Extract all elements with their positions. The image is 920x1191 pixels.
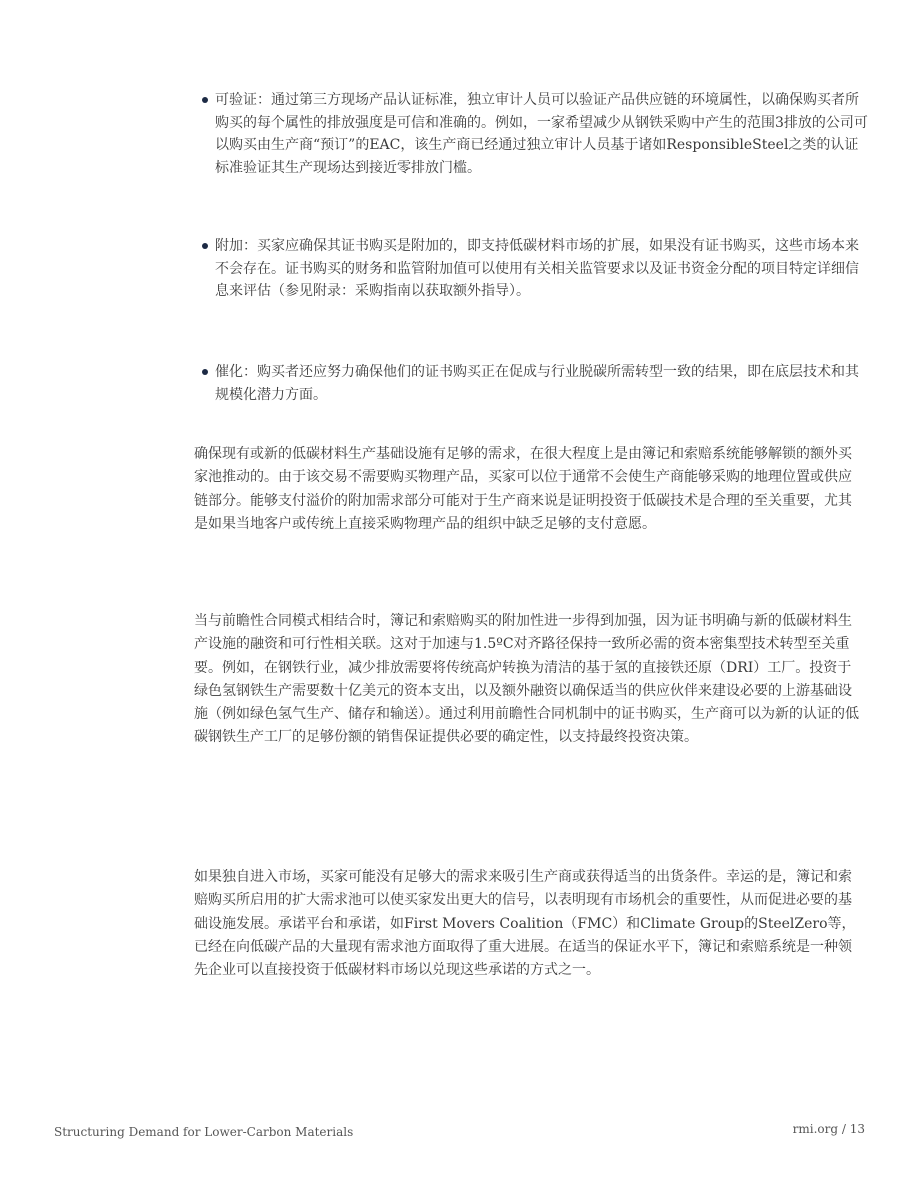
footer-report-title: Structuring Demand for Lower-Carbon Materials [54,1125,354,1139]
bullet-catalytic [200,361,868,406]
paragraph-market-signal: 如果独自进入市场，买家可能没有足够大的需求来吸引生产商或获得适当的出货条件。幸运的是，簿记和索赔购买所启用的扩大需求池可以使买家发出更大的信号，以表明现有市场机会的重要性，从而促进必要的基础设施发展。承诺平台和承诺，如First Movers Coalition（FMC）和Climate Group的SteelZero等，已经在向低碳产品的大量现有需求池方面取得了重大进展。在适当的保证水平下，簿记和索赔系统是一种领先企业可以直接投资于低碳材料市场以兑现这些承诺的方式之一。 [194,869,856,979]
bullet-text: 催化：购买者还应努力确保他们的证书购买正在促成与行业脱碳所需转型一致的结果，即在底层技术和其规模化潜力方面。 [215,364,859,403]
paragraph-forward-contract: 当与前瞻性合同模式相结合时，簿记和索赔购买的附加性进一步得到加强，因为证书明确与新的低碳材料生产设施的融资和可行性相关联。这对于加速与1.5ºC对齐路径保持一致所必需的资本密集型技术转型至关重要。例如，在钢铁行业，减少排放需要将传统高炉转换为清洁的基于氢的直接铁还原（DRI）工厂。投资于绿色氢钢铁生产需要数十亿美元的资本支出，以及额外融资以确保适当的供应伙伴来建设必要的上游基础设施（例如绿色氢气生产、储存和输送）。通过利用前瞻性合同机制中的证书购买，生产商可以为新的认证的低碳钢铁生产工厂的足够份额的销售保证提供必要的确定性，以支持最终投资决策。 [194,613,859,746]
paragraph-demand-pool: 确保现有或新的低碳材料生产基础设施有足够的需求，在很大程度上是由簿记和索赔系统能够解锁的额外买家池推动的。由于该交易不需要购买物理产品，买家可以位于通常不会使生产商能够采购的地理位置或供应链部分。能够支付溢价的附加需求部分可能对于生产商来说是证明投资于低碳技术是合理的至关重要，尤其是如果当地客户或传统上直接采购物理产品的组织中缺乏足够的支付意愿。 [194,446,852,532]
bullet-dot-icon [202,369,208,375]
bullet-verifiable [200,89,868,179]
bullet-text: 可验证：通过第三方现场产品认证标准，独立审计人员可以验证产品供应链的环境属性，以确保购买者所购买的每个属性的排放强度是可信和准确的。例如，一家希望减少从钢铁采购中产生的范围3排放的公司可以购买由生产商“预订”的EAC，该生产商已经通过独立审计人员基于诸如ResponsibleSteel之类的认证标准验证其生产现场达到接近零排放门槛。 [215,92,868,176]
bullet-dot-icon [202,97,208,103]
bullet-dot-icon [202,243,208,249]
bullet-text: 附加：买家应确保其证书购买是附加的，即支持低碳材料市场的扩展，如果没有证书购买，这些市场本来不会存在。证书购买的财务和监管附加值可以使用有关相关监管要求以及证书资金分配的项目特定详细信息来评估（参见附录：采购指南以获取额外指导）。 [215,238,859,299]
footer-page-number: rmi.org / 13 [792,1122,865,1136]
bullet-additional [200,235,868,303]
